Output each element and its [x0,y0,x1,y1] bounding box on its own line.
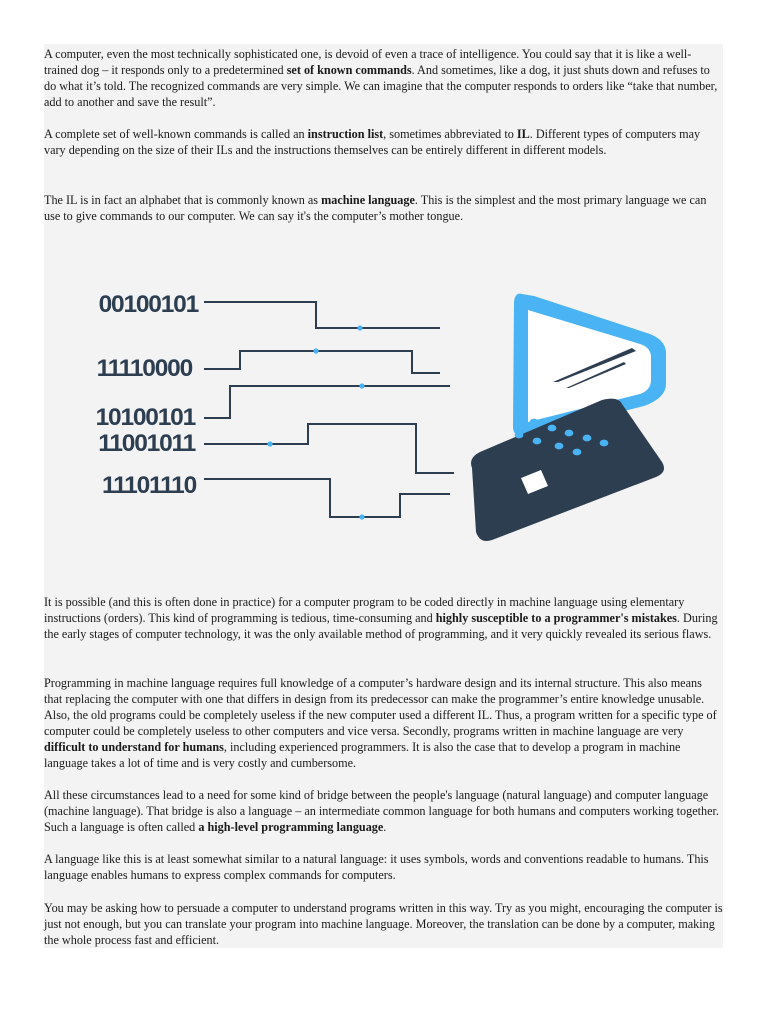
laptop-icon [471,294,666,541]
machine-language-illustration [44,290,723,592]
paragraph: All these circumstances lead to a need for some kind of bridge between the people's language (natural language) and computer language (machine language). That bridge is also a language – an intermediate common language for both humans and computers working together. Such a language is often called a high-level programming language. [44,788,719,834]
binary-code-label: 11110000 [96,355,192,382]
paragraph: A complete set of well-known commands is called an instruction list, sometimes abbreviated to IL. Different types of computers may vary depending on the size of their ILs and the instructions themselves can be entirely different in different models. [44,127,701,157]
signal-node [313,348,318,353]
binary-code-label: 11001011 [98,430,195,457]
bold-term: instruction list [307,127,384,141]
signal-wire [204,424,454,473]
bold-term: difficult to understand for humans [44,740,224,754]
signal-node [359,383,364,388]
binary-code-label: 11101110 [102,472,196,499]
signal-wire [204,351,440,373]
signal-wire [204,386,450,418]
bold-term: highly susceptible to a programmer's mistakes [435,611,677,625]
signal-wire [204,302,440,328]
signal-node [357,325,362,330]
paragraph: A language like this is at least somewhat similar to a natural language: it uses symbols, words and conventions readable to humans. This language enables humans to express complex commands for computers. [44,852,709,882]
paragraph: Programming in machine language requires full knowledge of a computer’s hardware design and its internal structure. This also means that replacing the computer with one that differs in design from its predecessor can make the programmer’s entire knowledge unusable. Also, the old programs could be completely useless if the new computer used a different IL. Thus, a program written for a specific type of computer could be completely useless to other computers and vice versa. Secondly, programs written in machine language are very difficult to understand for humans, including experienced programmers. It is also the case that to develop a program in machine language takes a lot of time and is very costly and cumbersome. [44,676,717,770]
bold-term: machine language [321,193,415,207]
signal-node [267,441,272,446]
signal-node [359,514,364,519]
binary-code-label: 10100101 [95,404,195,431]
paragraph: A computer, even the most technically sophisticated one, is devoid of even a trace of intelligence. You could say that it is like a well-trained dog – it responds only to a predetermined set of known commands. And sometimes, like a dog, it just shuts down and refuses to do what it’s told. The recognized commands are very simple. We can imagine that the computer responds to orders like “take that number, add to another and save the result”. [44,47,718,109]
paragraph: It is possible (and this is often done in practice) for a computer program to be coded directly in machine language using elementary instructions (orders). This kind of programming is tedious, time-consuming and highly susceptible to a programmer's mistakes. During the early stages of computer technology, it was the only available method of programming, and it very quickly revealed its serious flaws. [44,595,718,641]
binary-code-label: 00100101 [98,291,198,318]
bold-term: IL [516,127,530,141]
document-page [44,44,723,948]
paragraph: You may be asking how to persuade a computer to understand programs written in this way. Try as you might, encouraging the computer is just not enough, but you can translate your program into machine language. Moreover, the translation can be done by a computer, making the whole process fast and efficient. [44,901,723,947]
bold-term: set of known commands [286,63,412,77]
bold-term: a high-level programming language [198,820,384,834]
paragraph: The IL is in fact an alphabet that is commonly known as machine language. This is the simplest and the most primary language we can use to give commands to our computer. We can say it's the computer’s mother tongue. [44,193,707,223]
signal-wire [204,479,450,517]
